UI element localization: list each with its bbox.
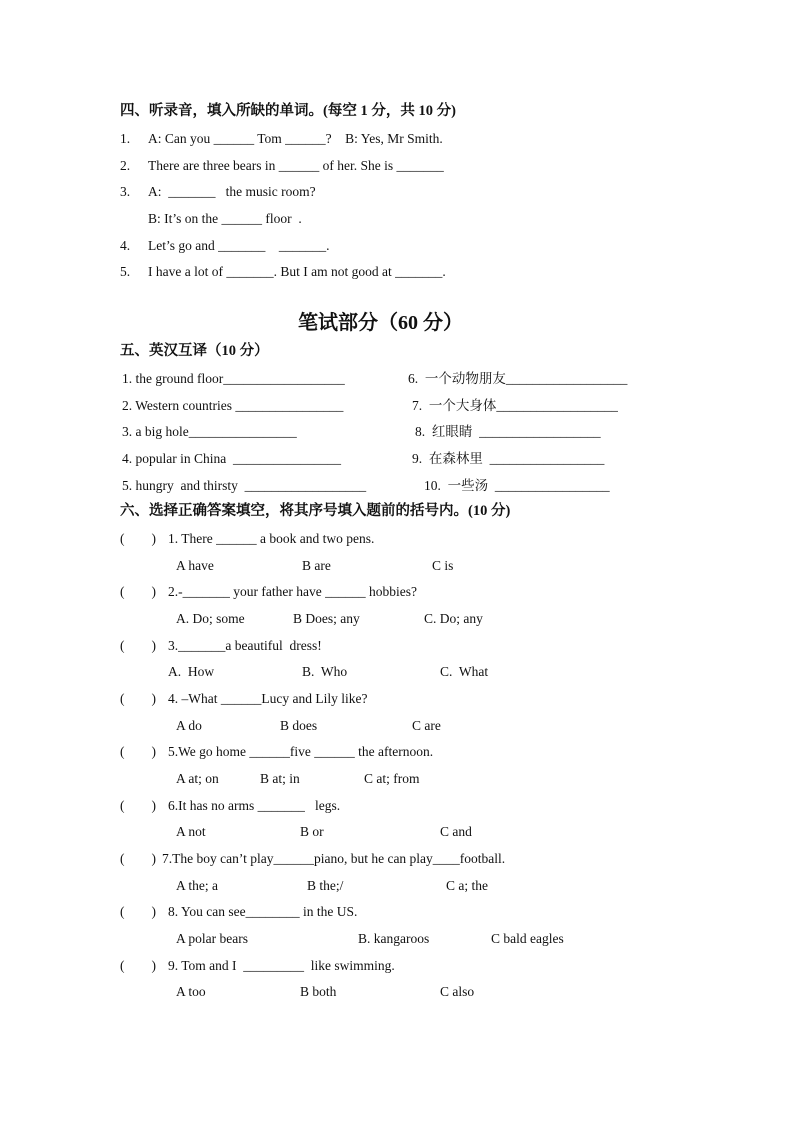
option-b: B at; in xyxy=(260,771,300,786)
translate-item-4: 4. popular in China ________________ xyxy=(122,451,341,466)
answer-bracket[interactable]: ( ) xyxy=(120,958,156,973)
option-a: A. Do; some xyxy=(176,611,245,626)
answer-bracket[interactable]: ( ) xyxy=(120,798,156,813)
answer-bracket[interactable]: ( ) xyxy=(120,691,156,706)
answer-bracket[interactable]: ( ) xyxy=(120,638,156,653)
item-number: 3. xyxy=(120,184,131,199)
item-number: 1. xyxy=(120,131,131,146)
translate-item-3: 3. a big hole________________ xyxy=(122,424,297,439)
option-b: B Does; any xyxy=(293,611,360,626)
option-b: B or xyxy=(300,824,324,839)
translate-item-1: 1. the ground floor__________________ xyxy=(122,371,345,386)
option-a: A have xyxy=(176,558,214,573)
listening-item-2: There are three bears in ______ of her. She is _______ xyxy=(148,158,444,173)
written-part-title: 笔试部分（60 分） xyxy=(298,312,463,334)
question-2: 2.-_______ your father have ______ hobbies? xyxy=(168,584,417,599)
answer-bracket[interactable]: ( ) xyxy=(120,531,156,546)
option-b: B does xyxy=(280,718,318,733)
option-a: A too xyxy=(176,984,206,999)
item-number: 4. xyxy=(120,238,131,253)
option-a: A polar bears xyxy=(176,931,248,946)
answer-bracket[interactable]: ( ) xyxy=(120,584,156,599)
option-b: B. kangaroos xyxy=(358,931,430,946)
section6-heading: 六、选择正确答案填空，将其序号填入题前的括号内。(10 分) xyxy=(120,503,511,519)
option-b: B are xyxy=(302,558,331,573)
translate-item-10: 10. 一些汤 _________________ xyxy=(424,478,610,493)
question-3: 3._______a beautiful dress! xyxy=(168,638,322,653)
question-7: 7.The boy can’t play______piano, but he can play____football. xyxy=(162,851,506,866)
item-number: 2. xyxy=(120,158,131,173)
option-c: C a; the xyxy=(446,878,488,893)
answer-bracket[interactable]: ( ) xyxy=(120,904,156,919)
option-b: B. Who xyxy=(302,664,348,679)
question-6: 6.It has no arms _______ legs. xyxy=(168,798,341,813)
option-a: A. How xyxy=(168,664,215,679)
answer-bracket[interactable]: ( ) xyxy=(120,851,156,866)
option-c: C is xyxy=(432,558,454,573)
listening-item-4: Let’s go and _______ _______. xyxy=(148,238,330,253)
translate-item-7: 7. 一个大身体__________________ xyxy=(412,398,618,413)
question-5: 5.We go home ______five ______ the afternoon. xyxy=(168,744,434,759)
translate-item-2: 2. Western countries ________________ xyxy=(122,398,344,413)
translate-item-9: 9. 在森林里 _________________ xyxy=(412,451,605,466)
option-a: A not xyxy=(176,824,206,839)
question-4: 4. –What ______Lucy and Lily like? xyxy=(168,691,368,706)
listening-item-3a: A: _______ the music room? xyxy=(148,184,316,199)
option-c: C and xyxy=(440,824,472,839)
question-9: 9. Tom and I _________ like swimming. xyxy=(168,958,395,973)
translate-item-5: 5. hungry and thirsty __________________ xyxy=(122,478,367,493)
section5-heading: 五、英汉互译（10 分） xyxy=(120,343,269,359)
option-c: C. What xyxy=(440,664,489,679)
option-a: A at; on xyxy=(176,771,219,786)
translate-item-6: 6. 一个动物朋友__________________ xyxy=(408,371,628,386)
question-1: 1. There ______ a book and two pens. xyxy=(168,531,375,546)
option-b: B both xyxy=(300,984,337,999)
option-c: C are xyxy=(412,718,441,733)
listening-item-3b: B: It’s on the ______ floor . xyxy=(148,211,302,226)
option-c: C bald eagles xyxy=(491,931,564,946)
answer-bracket[interactable]: ( ) xyxy=(120,744,156,759)
listening-item-5: I have a lot of _______. But I am not good at _______. xyxy=(148,264,446,279)
option-a: A the; a xyxy=(176,878,218,893)
section4-heading: 四、听录音，填入所缺的单词。(每空 1 分，共 10 分) xyxy=(120,103,456,119)
option-b: B the;/ xyxy=(307,878,344,893)
item-number: 5. xyxy=(120,264,131,279)
option-c: C. Do; any xyxy=(424,611,483,626)
option-a: A do xyxy=(176,718,202,733)
translate-item-8: 8. 红眼睛 __________________ xyxy=(415,424,601,439)
option-c: C at; from xyxy=(364,771,420,786)
option-c: C also xyxy=(440,984,475,999)
listening-item-1: A: Can you ______ Tom ______? B: Yes, Mr Smith. xyxy=(148,131,443,146)
question-8: 8. You can see________ in the US. xyxy=(168,904,358,919)
